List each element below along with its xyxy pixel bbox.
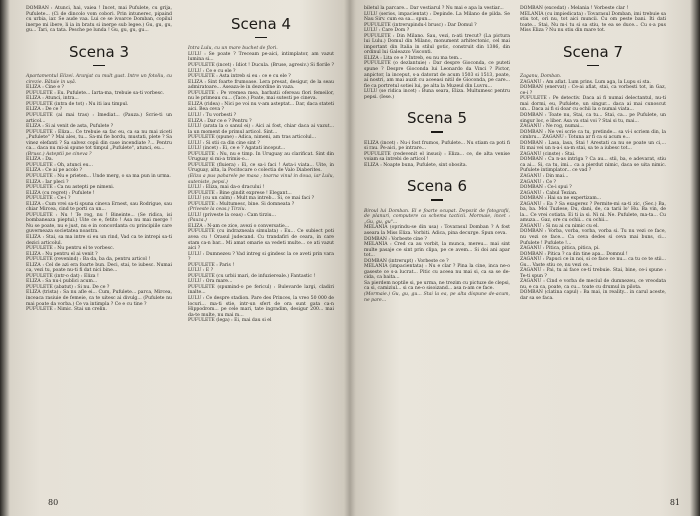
dialogue-line: PUFULETE : Nu pentru el te vorbesc. bbox=[26, 246, 115, 252]
dialogue-line: PUFULETE (revenind) : Ba da, ba da, pentru articol ! bbox=[26, 257, 151, 263]
dialogue-line: DOMBAN : Atunci, hai, vaiea ! Incet, mai Pufulete, cu grija, Pufulete... (Ci de dincolo vom cobori. Prin intunerec, pipaind cu urbia, iar. Se aude vaa. Lui ce se ivoarce Domban, copilul inerpe mi ibere, li ia in bratu si inerpe sub legee.) Gu, gu, gu, gu... Tari, ca tata. Pesche pe lunda ! Gu, gu, gu, gu... bbox=[26, 6, 172, 34]
dialogue-line: ZAGANU : Pitica, pitica, pitica, pi. bbox=[520, 246, 600, 252]
dialogue-line: ELIZA (trista) : Sa nu afle ei... Cum, Pufulete... parca, Mircea, inceaca rasiuie de femeie, ca te uitesc ai divulg... (Pufulete nu mai poate da vorba.) Ce va intimpla ? Ce e cu tine ? bbox=[26, 290, 172, 307]
dialogue-line: DOMBAN : Vorbeste cine ? bbox=[364, 236, 427, 242]
right-page bbox=[356, 0, 690, 516]
dialogue-line: ELIZA : Cel de azi era foarte bun. Deci, stai, te iubesc. Numai ca, vezi tu, poate nu-ti fi dat nici bine... bbox=[26, 262, 172, 274]
dialogue-line: PUFULETE : Paris ! bbox=[188, 262, 235, 268]
left-page-column-1 bbox=[26, 6, 172, 313]
stage-direction: Apartamentul Elizei. Aranjat cu mult gust. Intre un fotoliu, cu cirezie. Bătaie in ușă. bbox=[26, 74, 172, 85]
dialogue-line: ELIZA : Si ai venit de asta, Pufulete ? bbox=[26, 124, 114, 130]
stage-direction: Biroul lui Domban. El e foarte ocupat. Depozit de fotografii, de planuri, computere ca schema tacticii. Mormaie, incet : „Gu, gu, gu"... bbox=[364, 208, 510, 225]
dialogue-line: DOMBAN (intrerupt) : Vorbeste ce ? bbox=[364, 258, 449, 264]
scene-divider bbox=[431, 199, 443, 200]
scene-divider bbox=[587, 65, 599, 66]
dialogue-line: DOMBAN : Hai sa ne expertizam... bbox=[520, 196, 602, 202]
dialogue-line: PUFULETE (fluiera) : Ei, ce sa-i faci ! Asta-i viata... Uite, in Uruguay, alta, la Pocitocare o colectia de Valo Diaberites. bbox=[188, 162, 334, 174]
dialogue-line: PUFULETE (incet) : Idiot ! Ducula. (Bruse, agresiv.) Si florile ? bbox=[188, 63, 334, 69]
scene-title: Scena 7 bbox=[562, 42, 623, 61]
dialogue-line: ELIZA (incet) : Nu-i fost frumos, Pufulete... Nu stiam ca poti fi si rau. Pe-aici, pe intrare... bbox=[364, 140, 510, 152]
dialogue-line: ELIZA : Ce ai pe acolo ? bbox=[26, 168, 82, 174]
dialogue-line: PUFULETE : Eliza... Ce trebuie sa fac eu, ca sa nu mai ziceti „Pufulete" ? Mai ales, tu... Sa-mi fie bordu, mustati, plete ? Sa vinez elefanti ? Sa salvez copii din case incendiate ?... Pentru ca... daca nu mi-ai spune tot timpul „Pufulete", atunci, eu... bbox=[26, 129, 172, 152]
dialogue-line: PUFULETE : Pe vremea mea, barbatii ofereau flori femeilor, nu le primeau cu... (Tace.) Poate, mai sutesti pe cineva. bbox=[188, 90, 334, 102]
dialogue-line: LULU : Ce despre stadion. Pare des Princes, la vreo 50 000 de locuri... ma-ti stie, intr-un sfert de ora sunt gata ca-n Hippodrom... pe cele mari, tate ingradim, desigur 200... mai da-te multe, nu mai m... bbox=[188, 296, 334, 318]
dialogue-line: PUFULETE : Oh, atunci eu... bbox=[26, 162, 93, 168]
dialogue-line: PUFULETE (intr-o dat) : Eliza ! bbox=[26, 273, 99, 279]
dialogue-line: PUFULETE : Asta intreb si eu : ce e cu ele ? bbox=[188, 74, 291, 80]
scene-divider bbox=[93, 65, 105, 66]
dialogue-line: MELANIA (cu impiedicata) : Tovarasul Domban, imi trebuie sa stiu tot, ori nu, tot aici muncii. Cu om peste bani. Iti dati toate... Stai, Nu m-i tu si sa stiu, te ea se duce... Cu s-a pus Miss Eliza ? Nu nu stiu din mare tot. bbox=[520, 11, 666, 34]
dialogue-line: ELIZA : Lita ce e ? Intreb, eu nu ma tem... bbox=[364, 55, 463, 61]
dialogue-line: DOMBAN : Ca n-as intriga ? Ca au... stii, ba, e adevarat, stiu ca ai... Si, ca tu, imi... ca a pierdut nimic, daca se uita nimic. Pufulete intimplator... ce vad ? bbox=[520, 157, 666, 174]
dialogue-line: ZAGANU (cinste) : Stai. bbox=[520, 151, 576, 157]
dialogue-line: ELIZA (cu regret) : Pufulete ! bbox=[26, 190, 95, 196]
dialogue-line: ZAGANU : Papuci ce in noi, si ce face ce nu... ca tu ce te stii... Gu... Vaste stiu ce, nu vezi ce... bbox=[520, 257, 666, 268]
scene-heading bbox=[364, 178, 510, 200]
dialogue-line: ELIZA : Atunci, intra... bbox=[26, 96, 79, 102]
dialogue-line: PUFULETE (abatut) : Si nu. De ce ? bbox=[26, 284, 110, 290]
dialogue-line: ZAGANU : Ne rog, numai... bbox=[520, 124, 584, 130]
dialogue-line: PUFULETE (lega) : Ei, mai dau si el bbox=[188, 318, 272, 324]
dialogue-line: LULU : Ora mare... bbox=[188, 279, 233, 285]
scene-divider bbox=[255, 37, 267, 38]
dialogue-line: ZAGANU : Si nu ai cu nimic cu el. bbox=[520, 223, 599, 229]
dialogue-line: MELANIA : Cred ca au vorbit, la munca, mereu... mai sint multe pasaje ce sint prin clipa, pe ce avem... Si doi ani apar tot... bbox=[364, 242, 510, 259]
dialogue-line: LULU : Care Dom ? bbox=[364, 28, 410, 34]
dialogue-line: biletul la parcare... Dar vestiarul ? Nu mai e apa la vestiar... bbox=[364, 6, 504, 11]
scene-heading bbox=[364, 110, 510, 132]
dialogue-line: PUFULETE (ai mai tras) : Imediat... (Pauza.) Scrie-ti un articol... bbox=[26, 112, 172, 124]
dialogue-line: PUFULETE (o dezlantuie) : Dar despre Gioconda, ce puteti spune ? Despre Gioconda lui Leonardo da Vinci ? Pictor, anpictor, la inceput, s-a datorat de acum 1503 si 1513, poate, ai nostri, am mai auzit cu aceeasi nitil de Gioconda, pe care... fie ca portretul sotiei lui, pe alta la Muzeul din Luvru... bbox=[364, 61, 510, 89]
scene-title: Scena 3 bbox=[68, 42, 129, 61]
dialogue-line: LULU : Se poate ? Treceam pe-aici, intimplator, am vazut lumina si... bbox=[188, 51, 334, 63]
dialogue-line: PUFULETE : Nimic. Stai un crelin. bbox=[26, 307, 107, 313]
stage-direction: (Eliza a pus paharele pe masa ; toarna vinul in doua, iar Lulu, suteniste, pepsi.) bbox=[188, 173, 334, 185]
dialogue-line: LULU (incet) : Ei, ce e ? Agatati inceput... bbox=[188, 146, 286, 152]
dialogue-line: DOMBAN (clatina capul) : Ba mai, in reality... in carul aceste, dar sa se faca. bbox=[520, 290, 666, 301]
dialogue-line: ELIZA : N-am ce zice, avezi o conversatie... bbox=[188, 223, 290, 229]
dialogue-line: PUFULETE (cu indrazneala simulata) : Eu... Ce subiect poti avea cu ! Orasul judecand. Cu trandafiri de ceara, in care stam ca-n bar... Mi amat omarie sa vedeti multe... ce ati vazut aici ? bbox=[188, 229, 334, 252]
dialogue-line: PUFULETE : Ca nu astepti pe nimeni. bbox=[26, 185, 115, 191]
scene-heading bbox=[26, 44, 172, 66]
dialogue-line: LULU (serios, impacientat) : Depinde. La Milano de pilda. Se Nau Sirv. cum ea sa... spun... bbox=[364, 11, 510, 23]
dialogue-line: PUFULETE : Nu, nu e timp. In Uruguay au clarificat. Sint din Uruguay si mi-a trimis-o... bbox=[188, 151, 334, 163]
dialogue-line: PUFULETE : Nu e prieten... Unde merg, o sa ma pun in urma. bbox=[26, 173, 171, 179]
dialogue-line: ELIZA : Noapte buna, Pufulete, sint obosita. bbox=[364, 162, 468, 168]
dialogue-line: PUFULETE (cu urbii mari, de infuziereale.) Fantastic ! bbox=[188, 273, 316, 279]
dialogue-line: ELIZA : Da. bbox=[26, 157, 54, 163]
dialogue-line: ZAGANU : Am aflat. Lum prins. Lum aga, la Lupu si sta. bbox=[520, 79, 651, 85]
scene-heading bbox=[188, 16, 334, 38]
dialogue-line: DOMBAN : Ce-i spui ? bbox=[520, 185, 572, 191]
dialogue-line: DOMBAN (excedat) : Melania ! Vorbeste clar ! bbox=[520, 6, 629, 11]
page-number-right: 81 bbox=[669, 498, 680, 507]
dialogue-line: DOMBAN (enervat) : Ce-ai aflat, stai, ca vorbesti tot, in Gaz, ce-i ? bbox=[520, 85, 666, 96]
dialogue-line: ZAGANU : Din mai... bbox=[520, 173, 569, 179]
dialogue-line: Sa pierdem noptile si, pe urma, ne trezim cu pictuze de clepsi, ca si, camiziul... si ca ne-o sisoizand... asa n-am ce face. bbox=[364, 280, 510, 292]
dialogue-line: LULU : Tu vorbesti ? bbox=[188, 112, 237, 118]
dialogue-line: ZAGANU : Cind e vorba de meciul de dumnezeu, ce vreodata nu, e ca ca, poate, ca cu... toate cu drumul in pilota. bbox=[520, 279, 666, 290]
right-page-column-1 bbox=[364, 6, 510, 303]
dialogue-line: PUFULETE (redevenit el insusi) : Eliza... ce, de alta venise voiam sa intrebi de articol ! bbox=[364, 151, 510, 163]
page-number-left: 80 bbox=[48, 498, 59, 507]
dialogue-line: DOMBAN : Lasa, lasa, Stai ! Arestati ca nu se poate un ci,... Iti mai vei un n-a-i sa-m stai, sa te a iubesc tot... bbox=[520, 140, 666, 152]
dialogue-line: DOMBAN : Pitica ? ca din tine apa... Domnul ! bbox=[520, 251, 628, 257]
dialogue-line: MELANIA (impacientata) : Nu e clar ? Pina la cine, inca ne-o gaseste ce s-a lucrat... Pitic cu aceea nu mai si, ca sa se de-cida, ca baita... bbox=[364, 264, 510, 281]
dialogue-line: ELIZA : Iar pleci ? bbox=[26, 179, 69, 185]
dialogue-line: LULU (cu un calm) : Mult ma intreb... Si, ce mai faci ? bbox=[188, 196, 315, 202]
dialogue-line: LULU (arata la o sanul ei) : Aici ai fost, chiar daca ai vazut... la un moment de primul articol. Sint... bbox=[188, 124, 334, 135]
dialogue-line: LULU : Ce e cu ele ? bbox=[188, 68, 236, 74]
dialogue-line: PUFULETE : Multumesc, bine. Si domneata ? bbox=[188, 201, 295, 207]
dialogue-line: LULU (se ridica incet) : Buna seara, Eliza. Multumesc pentru pepsi. (Iese.) bbox=[364, 89, 510, 100]
left-page bbox=[10, 0, 344, 516]
stage-direction: (Brusc.) Asteptii pe cineva ? bbox=[26, 151, 92, 157]
dialogue-line: PUFULETE (intra de tot) : Nu iti iau timpul. bbox=[26, 101, 129, 107]
dialogue-line: LULU : Dumnezeu ? Vad intreg si gindesc la ce aveti prin vara ? bbox=[188, 251, 334, 263]
dialogue-line: PUFULETE : Eu. Pufulete... Iarta-ma, trebuie sa-ti vorbesc. bbox=[26, 90, 165, 96]
dialogue-line: DOMBAN : Toate nu, Stai, ca tu... Stai, ca... pe Pufulete, un singur loc, e liber. Asa va stai voi ? Stai si tu, mai... bbox=[520, 112, 666, 124]
dialogue-line: DOMBAN : Vorba, vorba, vorba, vorba si. Tu nu vezi ce face, nu vezi ce face... Ca ceva dedes si ceva mai buns, ci... Pufulete ! Pufulete !... bbox=[520, 229, 666, 246]
dialogue-line: ELIZA : Sa nu-i publici acum... bbox=[26, 279, 98, 285]
stage-direction: (Pauza.) bbox=[188, 218, 207, 224]
stage-direction: (Priveste la ceas.) Tirziu. bbox=[188, 207, 247, 213]
dialogue-line: ZAGANU : Ce ? bbox=[520, 179, 557, 185]
dialogue-line: ELIZA : Stai, sa ma intre si eu un rind, Vad ca te intrepi sa-ti dezici articolul. bbox=[26, 234, 172, 246]
stage-direction: Zaganu, Domban. bbox=[520, 74, 562, 80]
dialogue-line: PUFULETE (spune) : Adica, nimeni, am tras articolul... bbox=[188, 135, 317, 141]
dialogue-line: ELIZA : Sint foarte frumoase. Lera presat, desigur, de la seau admiratoare... Aseaza-le in dezordine in vaza. bbox=[188, 79, 334, 91]
dialogue-line: ELIZA : De ce ? bbox=[26, 107, 63, 113]
scene-title: Scena 6 bbox=[406, 177, 467, 196]
dialogue-line: ELIZA : Dar ce e ? Pentru ? bbox=[188, 118, 252, 124]
scene-heading bbox=[520, 44, 666, 66]
dialogue-line: LULU (priveste la ceas) : Cam tirziu... bbox=[188, 212, 277, 218]
scene-title: Scena 4 bbox=[230, 15, 291, 33]
scene-title: Scena 5 bbox=[406, 109, 467, 128]
dialogue-line: LULU : E ? bbox=[188, 268, 214, 274]
dialogue-line: ELIZA : Nu pentru el ai venit ? bbox=[26, 251, 98, 257]
stage-direction: (Mormaie.) Gu, gu, gu... Stai la ea, pe alta dispune de-acum, ne pare... bbox=[364, 292, 510, 303]
dialogue-line: ZAGANU : Ea ? Sa exagerez ? Permite-mi sa-ti zic, (Sec.) Ba, ba, ba. Moi Tuzlese, Du, dani, de, ca tarii lo' Hu. Ba vin, de la... Ce vrei cotiata. Ei ti ia si. Ni ni. Ne. Pufulete, ma-ta... Cu amuza... Gaz, ore cu ochii... cu ochii... bbox=[520, 201, 666, 224]
dialogue-line: ELIZA : Cine e ? bbox=[26, 85, 64, 91]
dialogue-line: ELIZA (ridea) : Nici pe voi nu v-am asteptat... Dar, daca stateti aici. Bea ceva ? bbox=[188, 101, 334, 113]
dialogue-line: PUFULETE (spumind-o pe fericul) : Bulevarde largi, cladiri inalte... bbox=[188, 284, 334, 296]
dialogue-line: LULU : Eliza, mai da-o dracului ! bbox=[188, 185, 265, 191]
right-page-column-2 bbox=[520, 6, 666, 302]
dialogue-line: ELIZA : Cum vrei sa-ti spuna cineva Ernest, sau Rodrigue, sau chiar Mircea, cind te porti ca un... bbox=[26, 201, 172, 213]
dialogue-line: PUFULETE : Din Milano. Sau, vezi, n-ati trecut? (La pictura lui Lulu.) Domul din Milano, monument arhitectonic, cel mai important din Italia in stilul gotic, construit din 1386, din ordinul lui Galeazzo Visconti. bbox=[364, 33, 510, 56]
dialogue-line: PUFULETE : Ce-i ? bbox=[26, 196, 71, 202]
dialogue-line: PUFULETE : Nu ! Te rog, nu ! Bineinte... (Se ridica, isi bombaneaza pieptul.) Uite ce e, fetito ! Asa nu mai merge ! Nu se poate, nu e just, nu e in concordanta cu principiile care guverneaza societatea noastra. bbox=[26, 212, 172, 235]
stage-direction: Intra Lulu, cu un mare buchet de flori. bbox=[188, 46, 278, 52]
dialogue-line: DOMBAN : Ne vei scrie ca tu, pretinde... sa vi-i scriem din, la cimbru... ZAGANU : Totuna ar fi ca si acum e... bbox=[520, 129, 666, 141]
dialogue-line: LULU : Si stii ca din cine sint ? bbox=[188, 140, 260, 146]
dialogue-line: ZAGANU : Pai, tu ai face ce-ti trebuie. Stai, bine, ce-i spune : Te-ti spun ? bbox=[520, 268, 666, 279]
dialogue-line: PUFULETE : Pe detectiv. Daca ai fi numai delectantul, nu-ti mai dormi, eu, Pufulete, un singur... daca ai mai cunoscut un... Daca ai fi si doar cu ochii la o numai viata... bbox=[520, 96, 666, 113]
dialogue-line: MELANIA (oprindu-se din usa) : Tovarasul Domban ? A fost aseara la Miss Eliza. Vorbiti. Adica, pina decurge. Spun ceva. bbox=[364, 225, 510, 236]
dialogue-line: ZAGANU : Cabul Tezian. bbox=[520, 190, 578, 196]
dialogue-line: PUFULETE : Bine gindit exprese ! Elegant... bbox=[188, 190, 292, 196]
dialogue-line: PUFULETE (intrerupindu-l brusc) : Dar Domul ? bbox=[364, 22, 477, 28]
scene-divider bbox=[431, 131, 443, 132]
left-page-column-2 bbox=[188, 6, 334, 324]
